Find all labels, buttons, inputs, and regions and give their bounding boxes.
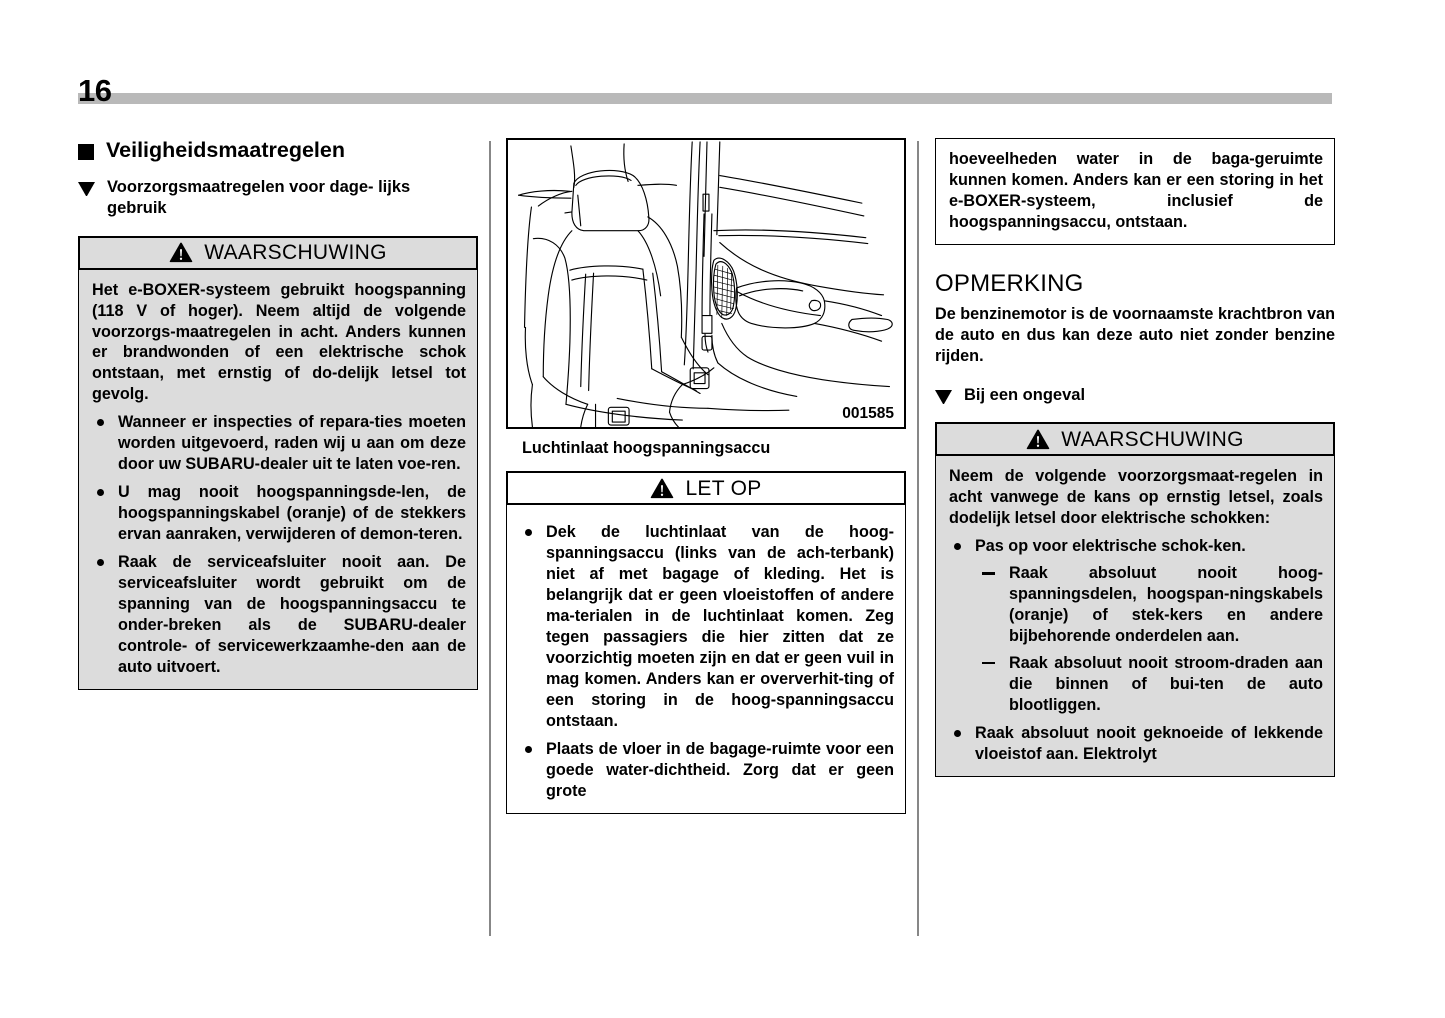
figure-id-label: 001585 [842,404,894,422]
section-heading-text: Veiligheidsmaatregelen [106,138,345,162]
list-item-text: Wanneer er inspecties of repara-ties moeten worden uitgevoerd, raden wij u aan om deze door uw SUBARU-dealer uit te laten voe-ren. [118,413,466,474]
warning-bullet-list-1 [92,412,466,678]
list-item-text: Raak de serviceafsluiter nooit aan. De serviceafsluiter wordt gebruikt om de spanning van de hoogspanningsaccu te onder-breken als de SUBARU-dealer controle- of servicewerkzaamhe-den aan de auto uitvoert. [118,553,466,677]
warning-banner-1 [78,236,478,270]
warning-box-2-body [935,456,1335,777]
rear-seat-illustration [508,140,904,427]
note-body: De benzinemotor is de voornaamste krachtbron van de auto en dus kan deze auto niet zonder benzine rijden. [935,305,1335,366]
bullet-dot-icon [954,543,961,550]
sub-heading-text: Voorzorgsmaatregelen voor dage- lijks gebruik [107,178,411,218]
bullet-dot-icon [525,529,532,536]
warning-box-1-body [78,270,478,690]
content-column-3 [935,138,1335,777]
list-item [92,552,466,678]
list-item-text: Plaats de vloer in de bagage-ruimte voor een goede water-dichtheid. Zorg dat er geen grote [546,740,894,801]
triangle-bullet-icon [935,390,952,404]
list-item [949,723,1323,765]
section-heading [78,138,478,163]
note-heading: OPMERKING [935,269,1084,297]
page-header [0,0,1445,120]
warning-triangle-icon [1026,429,1050,450]
warning-banner-label: WAARSCHUWING [1061,427,1244,451]
warning-banner-2 [935,422,1335,456]
bullet-dot-icon [97,419,104,426]
content-column-2 [506,138,906,814]
bullet-dot-icon [97,489,104,496]
column-divider-left [489,141,491,936]
sub-heading-daily-use [78,177,478,219]
list-item [949,536,1323,716]
caution-bullet-list [520,522,894,802]
list-item-text: Dek de luchtinlaat van de hoog-spanningsaccu (links van de ach-terbank) niet af met bagage of kleding. Het is belangrijk dat er geen vloeistoffen of andere ma-terialen in de luchtinlaat komen. Zeg tegen passagiers die hier zitten dat ze voorzichtig moeten zijn en dat er geen vuil in mag komen. Anders kan er oververhit-ting of een storing in de hoog-spanningsaccu ontstaan. [546,523,894,731]
warning-intro-text: Neem de volgende voorzorgsmaat-regelen in acht vanwege de kans op ernstig letsel, zoals dodelijk letsel door elektrische schokken: [949,467,1323,528]
caution-box-continued [935,138,1335,245]
list-item-text: Pas op voor elektrische schok-ken. [975,537,1246,556]
bullet-dot-icon [954,730,961,737]
figure-air-inlet [506,138,906,429]
caution-banner-label: LET OP [685,476,762,500]
content-column-1 [78,138,478,690]
header-rule [78,93,1332,104]
dash-bullet-icon [982,662,995,664]
sub-list-item [975,653,1323,716]
square-bullet-icon [78,144,94,160]
bullet-dot-icon [97,559,104,566]
page-number: 16 [78,73,112,108]
list-item [520,739,894,802]
figure-caption: Luchtinlaat hoogspanningsaccu [522,439,771,457]
warning-triangle-icon [650,478,674,499]
list-item-text: U mag nooit hoogspanningsde-len, de hoogspanningskabel (oranje) of de stekkers ervan aanraken, verwijderen of demon-teren. [118,483,466,544]
list-item [92,412,466,475]
continued-text: hoeveelheden water in de baga-geruimte kunnen komen. Anders kan er een storing in het e-BOXER-systeem, inclusief de hoogspanningsaccu, ontstaan. [949,150,1323,231]
warning-sub-list [975,563,1323,716]
list-item [520,522,894,732]
caution-box-body [506,505,906,814]
warning-triangle-icon [169,242,193,263]
bullet-dot-icon [525,746,532,753]
warning-bullet-list-2 [949,536,1323,765]
column-divider-right [917,141,919,936]
triangle-bullet-icon [78,182,95,196]
list-item-text: Raak absoluut nooit geknoeide of lekkende vloeistof aan. Elektrolyt [975,723,1323,763]
sub-list-item-text: Raak absoluut nooit stroom-draden aan die binnen of bui-ten de auto blootliggen. [1009,654,1323,714]
sub-list-item [975,563,1323,647]
sub-heading-accident [935,385,1335,406]
sub-heading-text: Bij een ongeval [964,386,1086,405]
warning-banner-label: WAARSCHUWING [204,241,387,265]
warning-intro-text: Het e-BOXER-systeem gebruikt hoogspanning (118 V of hoger). Neem altijd de volgende voorzorgs-maatregelen in acht. Anders kunnen er brandwonden of een elektrische schok ontstaan, met ernstig of do-delijk letsel tot gevolg. [92,280,466,404]
caution-banner [506,471,906,505]
dash-bullet-icon [982,572,995,574]
list-item [92,482,466,545]
sub-list-item-text: Raak absoluut nooit hoog-spanningsdelen, hoogspan-ningskabels (oranje) of stek-kers en andere bijbehorende onderdelen aan. [1009,564,1323,646]
